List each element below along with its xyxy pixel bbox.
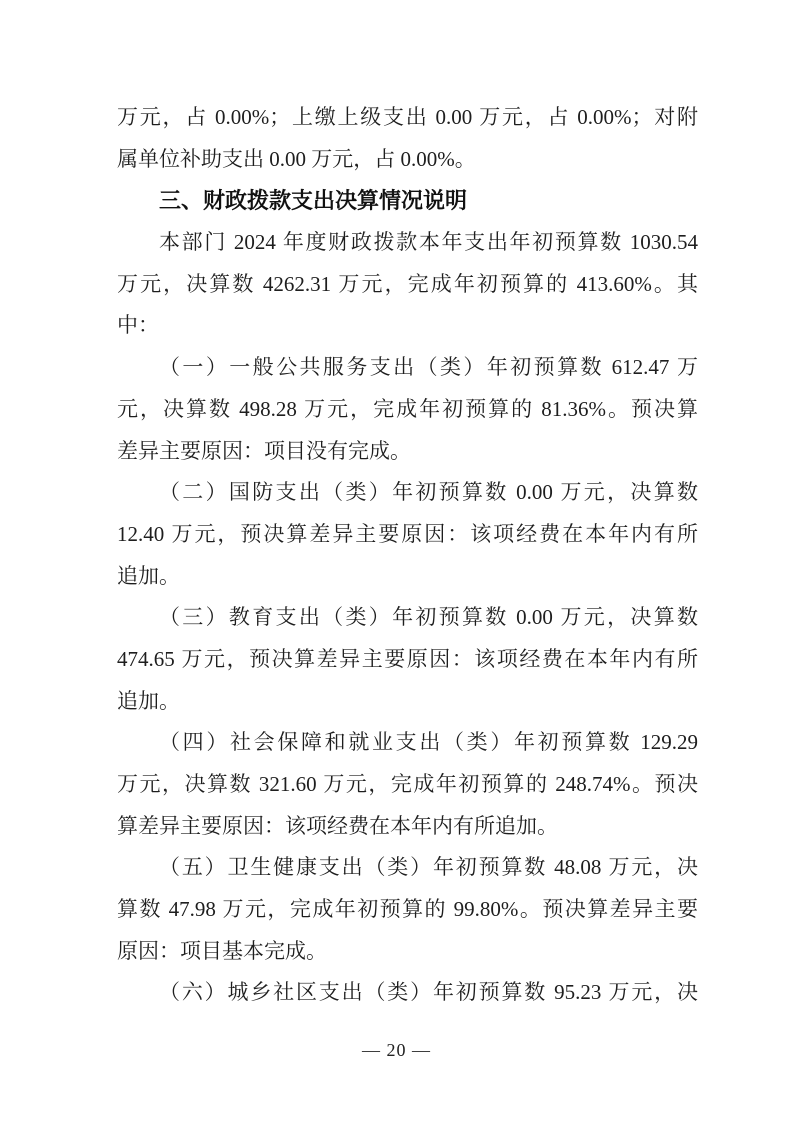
paragraph bbox=[117, 222, 698, 347]
text-line: 属单位补助支出 0.00 万元，占 0.00%。 bbox=[117, 146, 476, 171]
text-line: （五）卫生健康支出（类）年初预算数 48.08 万元，决 bbox=[159, 855, 698, 880]
paragraph bbox=[117, 347, 698, 472]
paragraph bbox=[117, 972, 698, 1014]
paragraph bbox=[117, 722, 698, 847]
text-line: 万元，决算数 321.60 万元，完成年初预算的 248.74%。预决 bbox=[117, 772, 698, 796]
section bbox=[117, 180, 698, 222]
text-line: 本部门 2024 年度财政拨款本年支出年初预算数 1030.54 bbox=[159, 230, 698, 255]
text-line: 12.40 万元，预决算差异主要原因：该项经费在本年内有所 bbox=[117, 521, 698, 546]
text-line: 追加。 bbox=[117, 563, 180, 588]
text-line: 万元，决算数 4262.31 万元，完成年初预算的 413.60%。其 bbox=[117, 271, 698, 296]
paragraph bbox=[117, 97, 698, 180]
text-line: （二）国防支出（类）年初预算数 0.00 万元，决算数 bbox=[159, 480, 698, 505]
text-line: （四）社会保障和就业支出（类）年初预算数 129.29 bbox=[159, 730, 698, 755]
text-line: 474.65 万元，预决算差异主要原因：该项经费在本年内有所 bbox=[117, 646, 698, 671]
text-line: 元，决算数 498.28 万元，完成年初预算的 81.36%。预决算 bbox=[117, 396, 698, 421]
text-line: 追加。 bbox=[117, 688, 180, 713]
paragraph bbox=[117, 847, 698, 972]
paragraph bbox=[117, 597, 698, 722]
section-heading: 三、财政拨款支出决算情况说明 bbox=[159, 188, 468, 214]
text-line: （六）城乡社区支出（类）年初预算数 95.23 万元，决 bbox=[159, 980, 698, 1005]
text-line: 中： bbox=[117, 313, 159, 338]
text-line: （一）一般公共服务支出（类）年初预算数 612.47 万 bbox=[159, 355, 698, 380]
text-line: 算数 47.98 万元，完成年初预算的 99.80%。预决算差异主要 bbox=[117, 897, 698, 922]
text-line: 万元，占 0.00%；上缴上级支出 0.00 万元，占 0.00%；对附 bbox=[117, 105, 698, 129]
text-line: 差异主要原因：项目没有完成。 bbox=[117, 438, 411, 463]
text-line: 算差异主要原因：该项经费在本年内有所追加。 bbox=[117, 813, 558, 838]
text-line: （三）教育支出（类）年初预算数 0.00 万元，决算数 bbox=[159, 605, 698, 630]
text-line: 原因：项目基本完成。 bbox=[117, 938, 327, 963]
page-number: — 20 — bbox=[362, 1040, 431, 1060]
page-body-text bbox=[117, 97, 698, 1014]
paragraph bbox=[117, 472, 698, 597]
